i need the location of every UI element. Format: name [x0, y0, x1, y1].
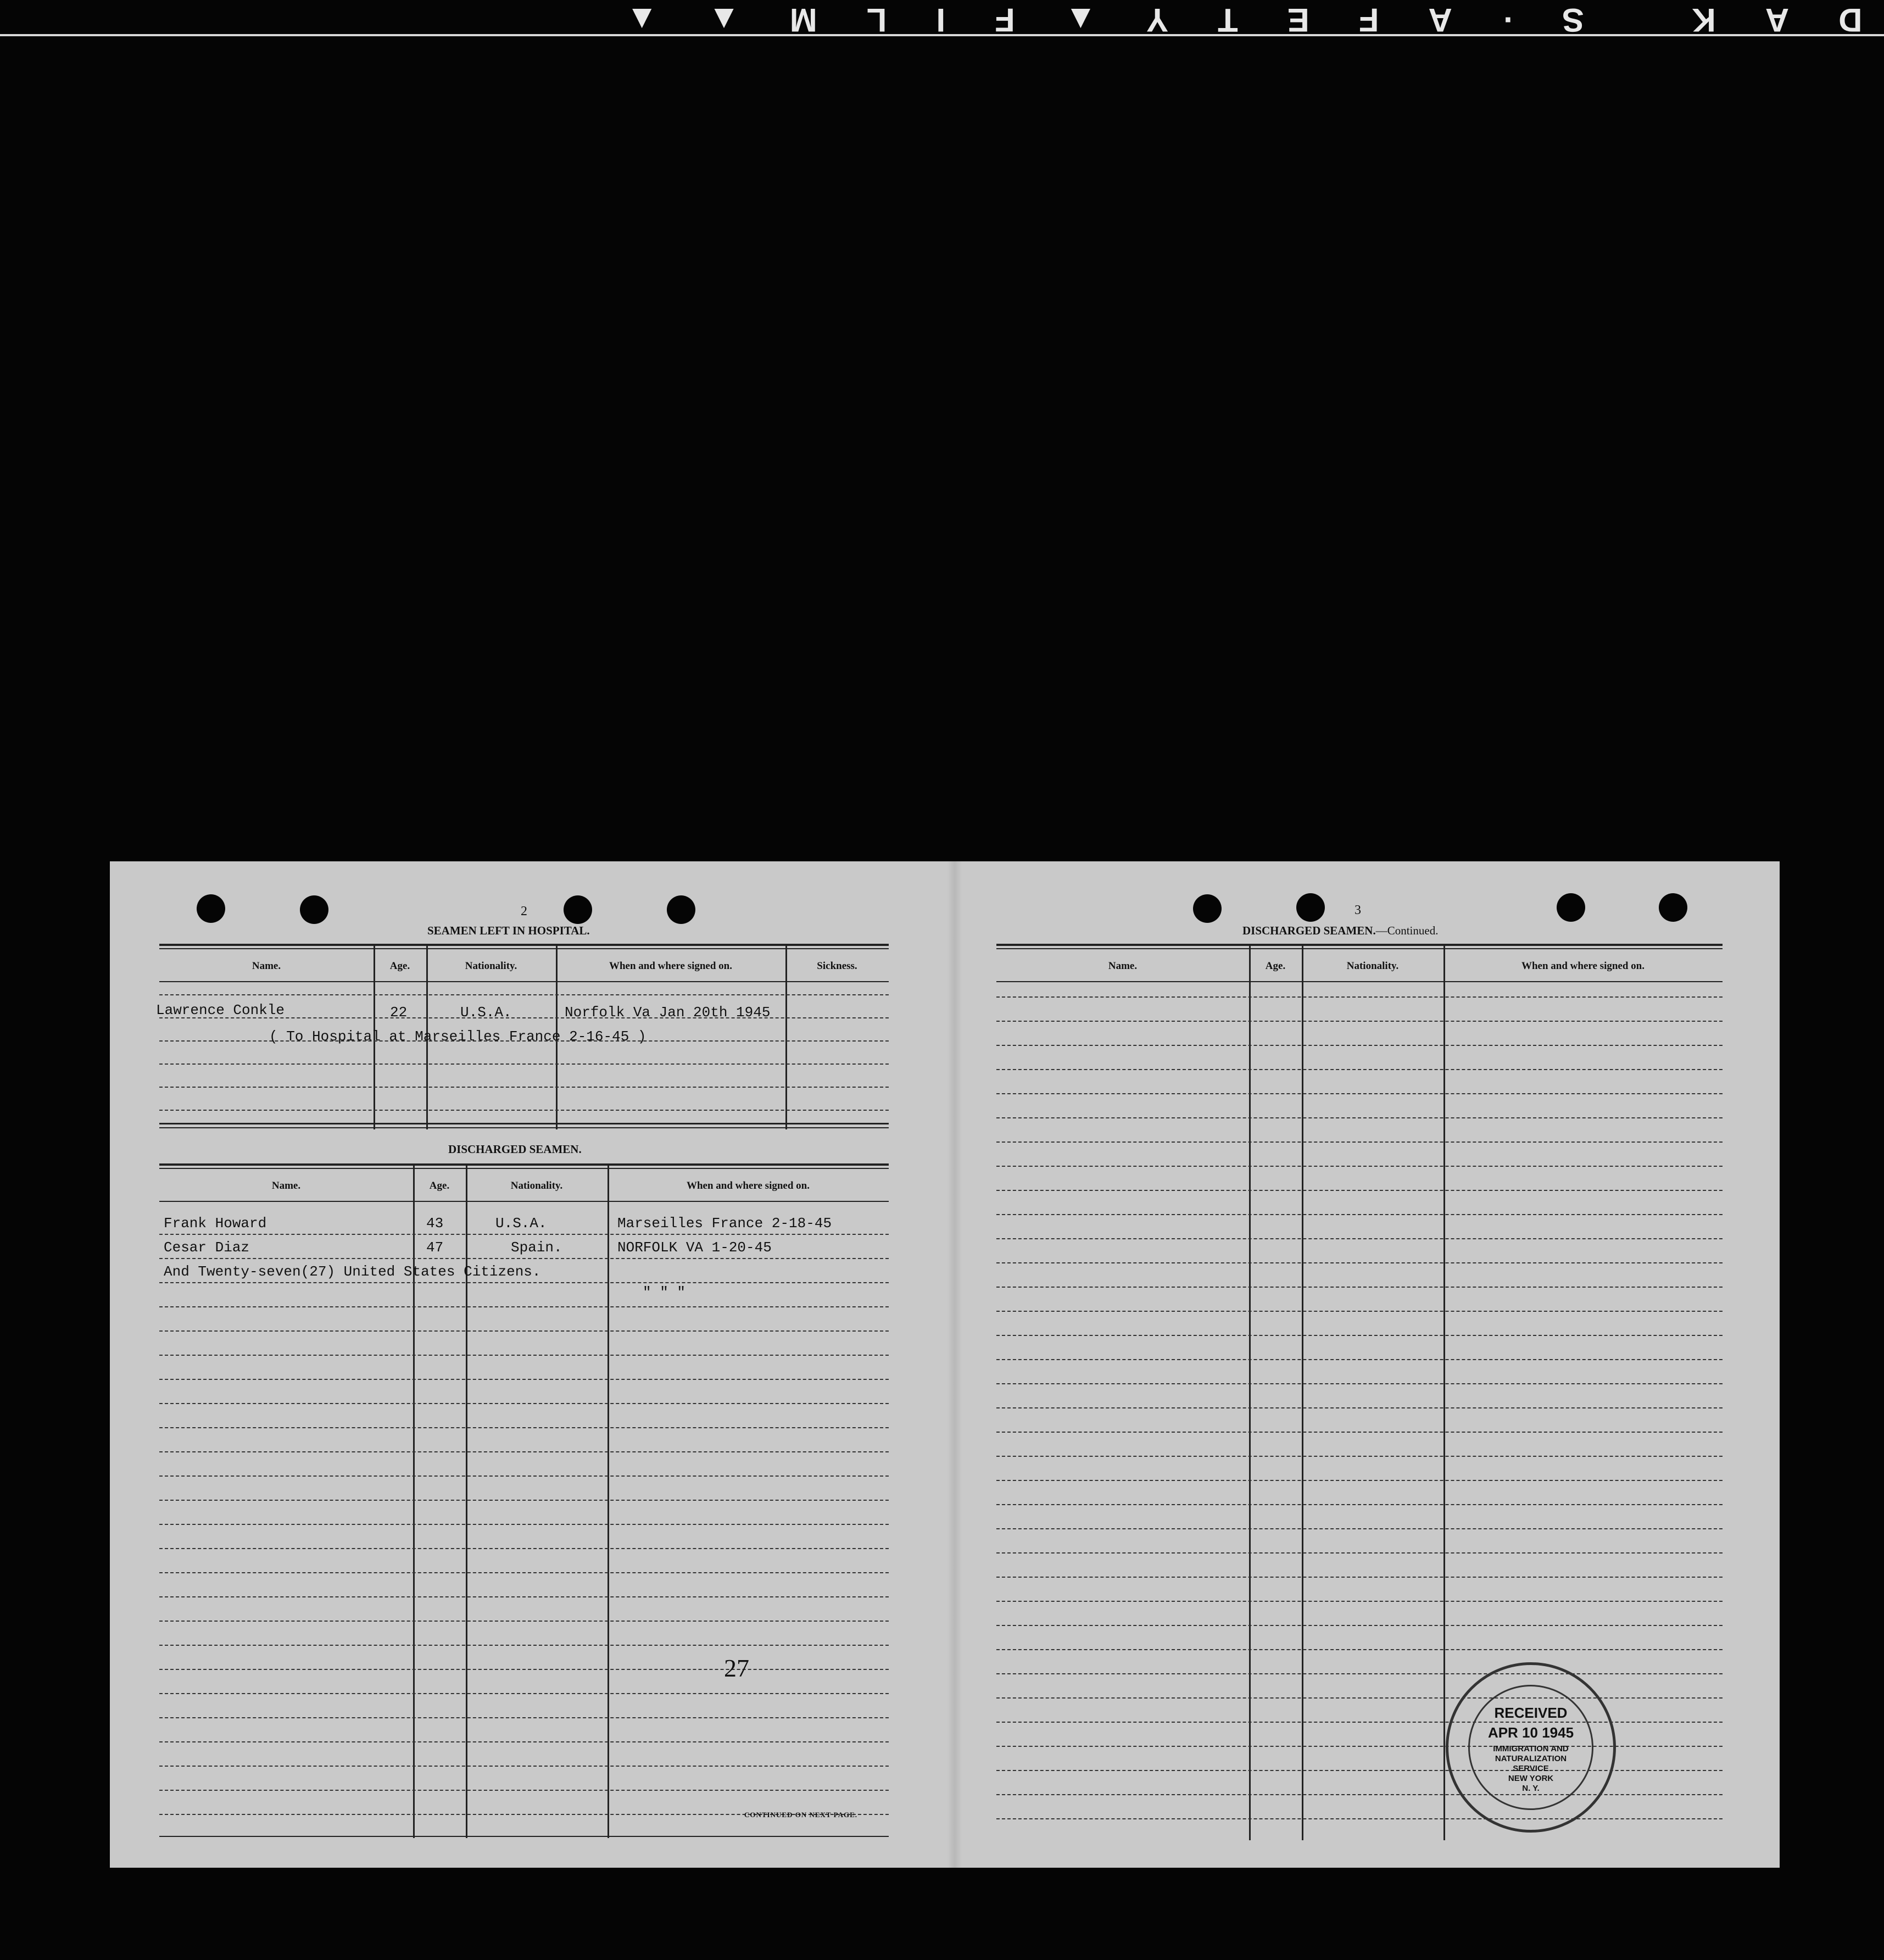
ruled-line — [996, 1794, 1723, 1795]
ruled-line — [996, 1262, 1723, 1263]
page-number-right: 3 — [1355, 903, 1361, 917]
punch-hole — [1193, 894, 1222, 923]
discharged-row-name: And Twenty-seven(27) United States Citizens. — [164, 1263, 541, 1280]
ruled-line — [996, 1311, 1723, 1312]
discharged-row-age: 43 — [426, 1215, 444, 1232]
ruled-line — [159, 1572, 889, 1573]
ruled-line — [996, 1480, 1723, 1481]
discharged-row-signed-on: NORFOLK VA 1-20-45 — [617, 1239, 772, 1256]
ruled-line — [996, 1166, 1723, 1167]
discharged-row-name: Cesar Diaz — [164, 1239, 250, 1256]
ruled-line — [996, 1045, 1723, 1046]
hospital-row-nationality: U.S.A. — [460, 1004, 512, 1021]
discharged-row-signed-on: " " " — [643, 1284, 686, 1301]
manifest-document — [110, 861, 1780, 1868]
ruled-line — [996, 1722, 1723, 1723]
ruled-line — [996, 1287, 1723, 1288]
col-header-age: Age. — [1265, 960, 1286, 972]
ruled-line — [996, 1577, 1723, 1578]
discharged-row-age: 47 — [426, 1239, 444, 1256]
col-header-name: Name. — [252, 960, 281, 972]
film-strip — [0, 0, 1884, 38]
continued-note: CONTINUED ON NEXT PAGE. — [744, 1811, 857, 1819]
ruled-line — [159, 1790, 889, 1791]
hospital-row-name: Lawrence Conkle — [156, 1002, 285, 1018]
ruled-line — [996, 1432, 1723, 1433]
stamp-agency-3: SERVICE — [1513, 1764, 1549, 1773]
handwritten-count: 27 — [724, 1654, 749, 1682]
ruled-line — [996, 1649, 1723, 1650]
ruled-line — [159, 1379, 889, 1380]
ruled-line — [996, 1673, 1723, 1674]
ruled-line — [996, 1190, 1723, 1191]
ruled-line — [159, 1645, 889, 1646]
ruled-line — [159, 1258, 889, 1259]
ruled-line — [159, 1524, 889, 1525]
ruled-line — [996, 1407, 1723, 1408]
stamp-state: N. Y. — [1522, 1784, 1540, 1793]
ruled-line — [159, 1330, 889, 1332]
ruled-line — [996, 1625, 1723, 1626]
hospital-section-title: SEAMEN LEFT IN HOSPITAL. — [427, 924, 590, 937]
col-header-nationality: Nationality. — [510, 1180, 563, 1191]
received-stamp — [1446, 1662, 1616, 1833]
ruled-line — [159, 1403, 889, 1404]
discharged-row-nationality: Spain. — [511, 1239, 562, 1256]
col-header-signed-on: When and where signed on. — [609, 960, 732, 972]
col-header-signed-on: When and where signed on. — [1521, 960, 1645, 972]
ruled-line — [159, 1669, 889, 1670]
ruled-line — [159, 1693, 889, 1694]
col-header-nationality: Nationality. — [1346, 960, 1399, 972]
col-header-name: Name. — [1108, 960, 1138, 972]
col-header-signed-on: When and where signed on. — [686, 1180, 810, 1191]
ruled-line — [996, 1383, 1723, 1384]
punch-hole — [300, 895, 328, 924]
right-section-title-cont: —Continued. — [1375, 924, 1439, 937]
discharged-row-signed-on: Marseilles France 2-18-45 — [617, 1215, 832, 1232]
punch-hole — [1659, 893, 1687, 922]
ruled-line — [996, 1456, 1723, 1457]
punch-hole — [1296, 893, 1325, 922]
ruled-line — [996, 1770, 1723, 1771]
ruled-line — [996, 1601, 1723, 1602]
ruled-line — [159, 1500, 889, 1501]
ruled-line — [996, 1093, 1723, 1094]
ruled-line — [996, 1238, 1723, 1239]
ruled-line — [159, 1451, 889, 1452]
ruled-line — [159, 1741, 889, 1742]
punch-hole — [667, 895, 695, 924]
hospital-table — [156, 944, 889, 1129]
hospital-note: ( To Hospital at Marseilles France 2-16-45 ) — [269, 1028, 646, 1045]
col-header-nationality: Nationality. — [465, 960, 517, 972]
col-header-age: Age. — [389, 960, 410, 972]
stamp-agency-1: IMMIGRATION AND — [1493, 1744, 1569, 1753]
ruled-line — [996, 1818, 1723, 1819]
ruled-line — [159, 1475, 889, 1477]
ruled-line — [996, 1697, 1723, 1699]
hospital-row-age: 22 — [390, 1004, 408, 1021]
ruled-line — [996, 1359, 1723, 1360]
ruled-line — [996, 1335, 1723, 1336]
ruled-line — [996, 1504, 1723, 1505]
discharged-continued-table — [996, 944, 1723, 1840]
ruled-line — [996, 1214, 1723, 1215]
col-header-age: Age. — [429, 1180, 450, 1191]
right-section-title — [1242, 924, 1438, 938]
film-edge-text: DAK S·AFETY▲FILM▲▲ — [576, 2, 1862, 38]
page-number-left: 2 — [521, 904, 527, 918]
page-fold — [947, 861, 962, 1868]
col-header-name: Name. — [271, 1180, 301, 1191]
ruled-line — [159, 1548, 889, 1549]
discharged-row-name: Frank Howard — [164, 1215, 267, 1232]
ruled-line — [996, 1142, 1723, 1143]
stamp-city: NEW YORK — [1508, 1774, 1554, 1783]
ruled-line — [996, 1021, 1723, 1022]
ruled-line — [159, 1306, 889, 1307]
punch-hole — [197, 894, 225, 923]
punch-hole — [564, 895, 592, 924]
hospital-row-signed-on: Norfolk Va Jan 20th 1945 — [565, 1004, 771, 1021]
ruled-line — [996, 1528, 1723, 1529]
col-header-sickness: Sickness. — [817, 960, 857, 972]
punch-hole — [1557, 893, 1585, 922]
ruled-line — [996, 1117, 1723, 1118]
ruled-line — [996, 996, 1723, 998]
ruled-line — [996, 1069, 1723, 1070]
discharged-section-title: DISCHARGED SEAMEN. — [448, 1143, 582, 1156]
ruled-line — [159, 1282, 889, 1283]
right-section-title-main: DISCHARGED SEAMEN. — [1242, 924, 1376, 937]
stamp-agency-2: NATURALIZATION — [1495, 1754, 1567, 1763]
discharged-row-nationality: U.S.A. — [495, 1215, 547, 1232]
ruled-line — [159, 1766, 889, 1767]
ruled-line — [159, 1717, 889, 1718]
discharged-table — [159, 1163, 889, 1838]
ruled-line — [159, 1621, 889, 1622]
ruled-line — [159, 1355, 889, 1356]
ruled-line — [159, 1234, 889, 1235]
stamp-date: APR 10 1945 — [1487, 1724, 1574, 1741]
ruled-line — [996, 1552, 1723, 1553]
ruled-line — [159, 1427, 889, 1428]
stamp-received: RECEIVED — [1494, 1705, 1568, 1721]
ruled-line — [159, 1596, 889, 1597]
